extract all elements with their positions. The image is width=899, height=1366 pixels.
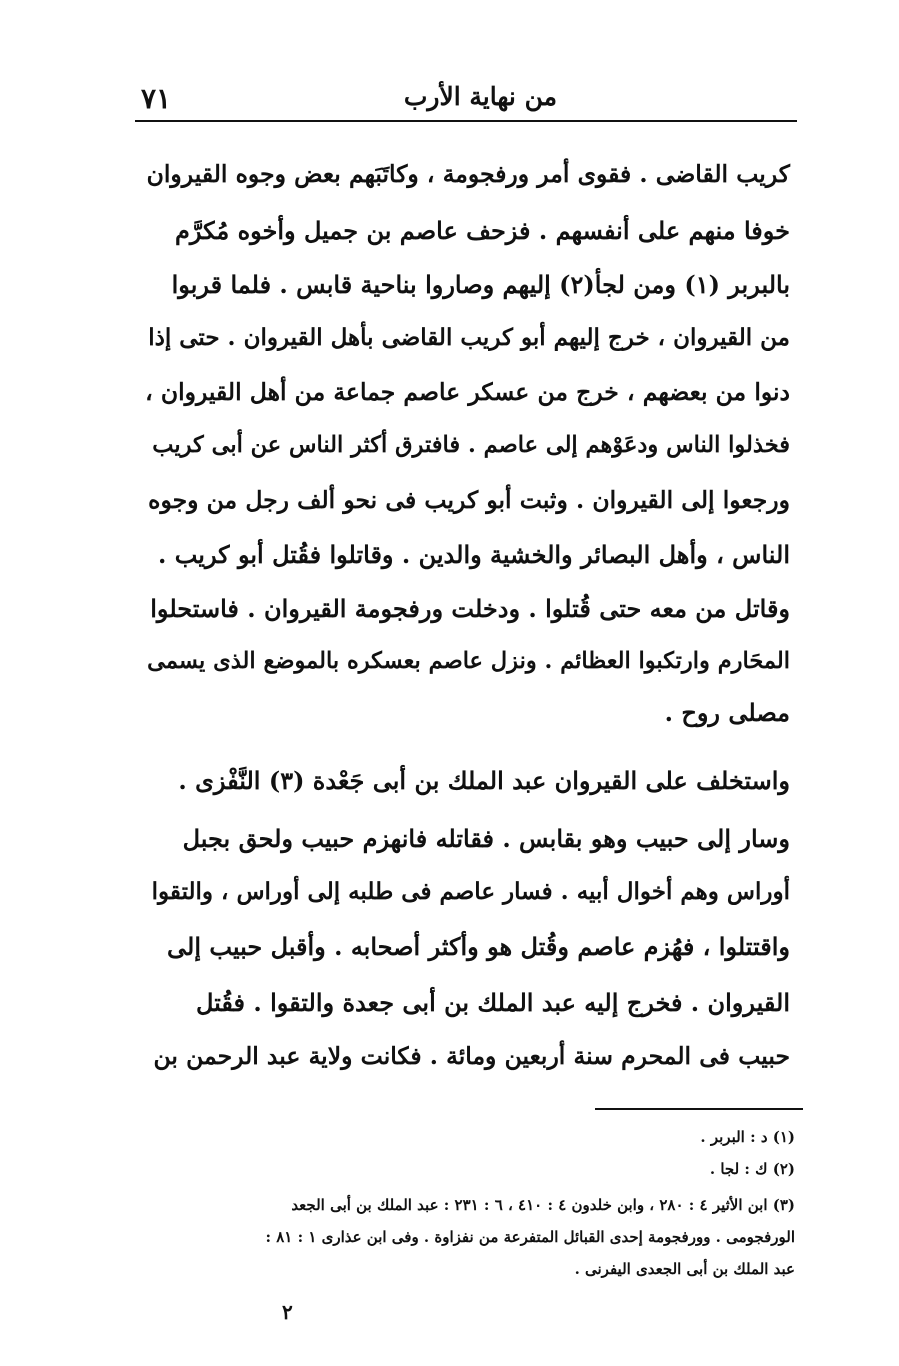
text-line: خوفا منهم على أنفسهم . فزحف عاصم بن جميل وأخوه مُكرَّم <box>175 216 790 245</box>
text-line: وقاتل من معه حتى قُتلوا . ودخلت ورفجومة القيروان . فاستحلوا <box>150 594 790 623</box>
text-line: واستخلف على القيروان عبد الملك بن أبى جَعْدة (٣) النَّفْزى . <box>178 766 790 795</box>
signature-mark: ٢ <box>282 1300 293 1324</box>
paragraph-1 <box>145 150 790 730</box>
text-line: المحَارم وارتكبوا العظائم . ونزل عاصم بعسكره بالموضع الذى يسمى <box>147 648 790 674</box>
footnote-3-continued: عبد الملك بن أبى الجعدى اليفرنى . <box>574 1260 795 1278</box>
footnote-divider <box>595 1108 803 1110</box>
footnote-3-continued: الورفجومى . وورفجومة إحدى القبائل المتفرعة من نفزاوة . وفى ابن عذارى ١ : ٨١ : <box>265 1228 795 1246</box>
text-line: حبيب فى المحرم سنة أربعين ومائة . فكانت ولاية عبد الرحمن بن <box>153 1042 790 1070</box>
text-line: الناس ، وأهل البصائر والخشية والدين . وقاتلوا فقُتل أبو كريب . <box>157 540 790 569</box>
text-line: واقتتلوا ، فهُزم عاصم وقُتل هو وأكثر أصحابه . وأقبل حبيب إلى <box>167 932 790 961</box>
text-line: من القيروان ، خرج إليهم أبو كريب القاضى بأهل القيروان . حتى إذا <box>148 324 790 351</box>
page-header <box>135 70 797 122</box>
footnote-3: (٣) ابن الأثير ٤ : ٢٨٠ ، وابن خلدون ٤ : ٤١٠ ، ٦ : ٢٣١ : عبد الملك بن أبى الجعد <box>291 1196 795 1214</box>
footnote-2: (٢) ك : لجا . <box>709 1160 795 1178</box>
text-line: وسار إلى حبيب وهو بقابس . فقاتله فانهزم حبيب ولحق بجبل <box>182 824 790 853</box>
page-number: ٧١ <box>141 82 172 115</box>
running-title: من نهاية الأرب <box>403 82 557 111</box>
text-line: القيروان . فخرج إليه عبد الملك بن أبى جعدة والتقوا . فقُتل <box>195 988 790 1017</box>
text-line: كريب القاضى . فقوى أمر ورفجومة ، وكاتَبَهم بعض وجوه القيروان <box>146 160 790 188</box>
text-line: أوراس وهم أخوال أبيه . فسار عاصم فى طلبه إلى أوراس ، والتقوا <box>151 878 790 905</box>
text-line: ورجعوا إلى القيروان . وثبت أبو كريب فى نحو ألف رجل من وجوه <box>148 486 790 514</box>
text-line: دنوا من بعضهم ، خرج من عسكر عاصم جماعة من أهل القيروان ، <box>145 378 790 406</box>
text-line: فخذلوا الناس ودعَوْهم إلى عاصم . فافترق أكثر الناس عن أبى كريب <box>152 432 790 458</box>
footnote-1: (١) د : البربر . <box>700 1128 795 1146</box>
text-line: مصلى روح . <box>664 698 790 727</box>
text-line: بالبربر (١) ومن لجأ(٢) إليهم وصاروا بناحية قابس . فلما قربوا <box>171 270 790 299</box>
paragraph-2 <box>145 760 790 1100</box>
